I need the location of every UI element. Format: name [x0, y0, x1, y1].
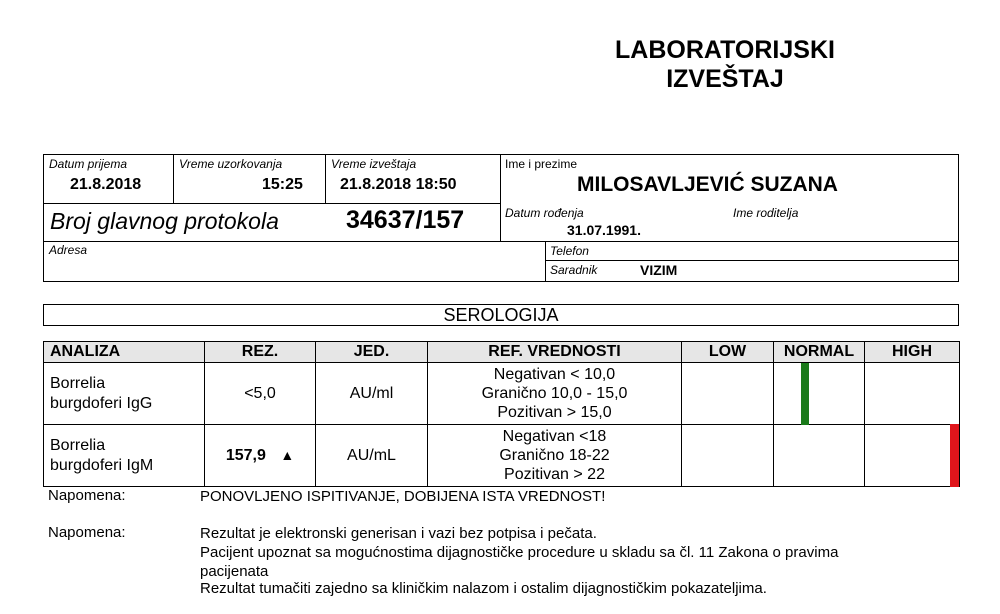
section-title: SEROLOGIJA: [43, 304, 959, 326]
napomena-label-1: Napomena:: [48, 487, 126, 504]
telefon-label: Telefon: [550, 244, 589, 258]
datum-prijema-label: Datum prijema: [49, 157, 128, 171]
high-cell: [865, 363, 960, 425]
report-title-line1: LABORATORIJSKI: [615, 36, 835, 64]
report-title-line2: IZVEŠTAJ: [666, 65, 784, 93]
normal-indicator-bar: [801, 363, 809, 425]
analiza-line2: burgdoferi IgG: [50, 394, 153, 412]
high-indicator-bar: [950, 424, 959, 487]
napomena-text-1: PONOVLJENO ISPITIVANJE, DOBIJENA ISTA VREDNOST!: [200, 488, 606, 505]
vreme-uzorkovanja-value: 15:25: [262, 176, 303, 193]
high-flag-icon: ▲: [280, 446, 295, 463]
vreme-izvestaja-value: 21.8.2018 18:50: [340, 176, 457, 193]
ref-line2: Granično 18-22: [499, 447, 610, 464]
jed-cell: AU/ml: [316, 363, 428, 425]
low-cell: [682, 425, 774, 487]
ref-cell: [428, 425, 682, 487]
napomena-text-2: [200, 524, 960, 598]
rez-value: 157,9: [225, 446, 266, 464]
analiza-line2: burgdoferi IgM: [50, 456, 154, 474]
vreme-izvestaja-label: Vreme izveštaja: [331, 157, 417, 171]
col-header-normal: NORMAL: [774, 342, 865, 363]
col-header-analiza: ANALIZA: [44, 342, 205, 363]
col-header-low: LOW: [682, 342, 774, 363]
ref-line1: Negativan <18: [502, 428, 607, 445]
table-header-row: [44, 342, 960, 363]
datum-rodjenja-label: Datum rođenja: [505, 206, 584, 220]
table-row: [44, 363, 960, 425]
patient-name: MILOSAVLJEVIĆ SUZANA: [577, 173, 838, 196]
analiza-line1: Borrelia: [50, 374, 106, 392]
protokol-number: 34637/157: [346, 206, 465, 234]
saradnik-label: Saradnik: [550, 263, 598, 277]
ref-line3: Pozitivan > 22: [504, 466, 605, 483]
col-header-high: HIGH: [865, 342, 960, 363]
table-row: [44, 425, 960, 487]
saradnik-value: VIZIM: [640, 262, 678, 278]
rez-value: <5,0: [244, 384, 276, 402]
ref-cell: [428, 363, 682, 425]
low-cell: [682, 363, 774, 425]
datum-prijema-value: 21.8.2018: [70, 176, 142, 193]
protokol-label: Broj glavnog protokola: [50, 208, 279, 234]
adresa-label: Adresa: [49, 243, 88, 257]
results-table: [43, 341, 960, 487]
rez-cell: [205, 425, 316, 487]
analiza-cell: [44, 363, 205, 425]
normal-cell: [774, 363, 865, 425]
high-cell: [865, 425, 960, 487]
napomena-line3: pacijenata: [200, 563, 269, 580]
napomena-line4: Rezultat tumačiti zajedno sa kliničkim nalazom i ostalim dijagnostičkim pokazateljima.: [200, 580, 767, 597]
rez-cell: [205, 363, 316, 425]
ref-line3: Pozitivan > 15,0: [497, 404, 612, 421]
jed-cell: AU/mL: [316, 425, 428, 487]
datum-rodjenja-value: 31.07.1991.: [567, 222, 641, 238]
col-header-ref: REF. VREDNOSTI: [428, 342, 682, 363]
ime-label: Ime i prezime: [505, 157, 578, 171]
col-header-jed: JED.: [316, 342, 428, 363]
napomena-line2: Pacijent upoznat sa mogućnostima dijagnostičke procedure u skladu sa čl. 11 Zakona o pravima: [200, 544, 839, 561]
vreme-uzorkovanja-label: Vreme uzorkovanja: [179, 157, 283, 171]
napomena-line1: Rezultat je elektronski generisan i vazi bez potpisa i pečata.: [200, 525, 597, 542]
napomena-label-2: Napomena:: [48, 524, 126, 541]
ref-line1: Negativan < 10,0: [493, 366, 616, 383]
normal-cell: [774, 425, 865, 487]
col-header-rez: REZ.: [205, 342, 316, 363]
report-title: [560, 36, 890, 94]
analiza-line1: Borrelia: [50, 436, 106, 454]
ref-line2: Granično 10,0 - 15,0: [481, 385, 628, 402]
ime-roditelja-label: Ime roditelja: [733, 206, 799, 220]
analiza-cell: [44, 425, 205, 487]
